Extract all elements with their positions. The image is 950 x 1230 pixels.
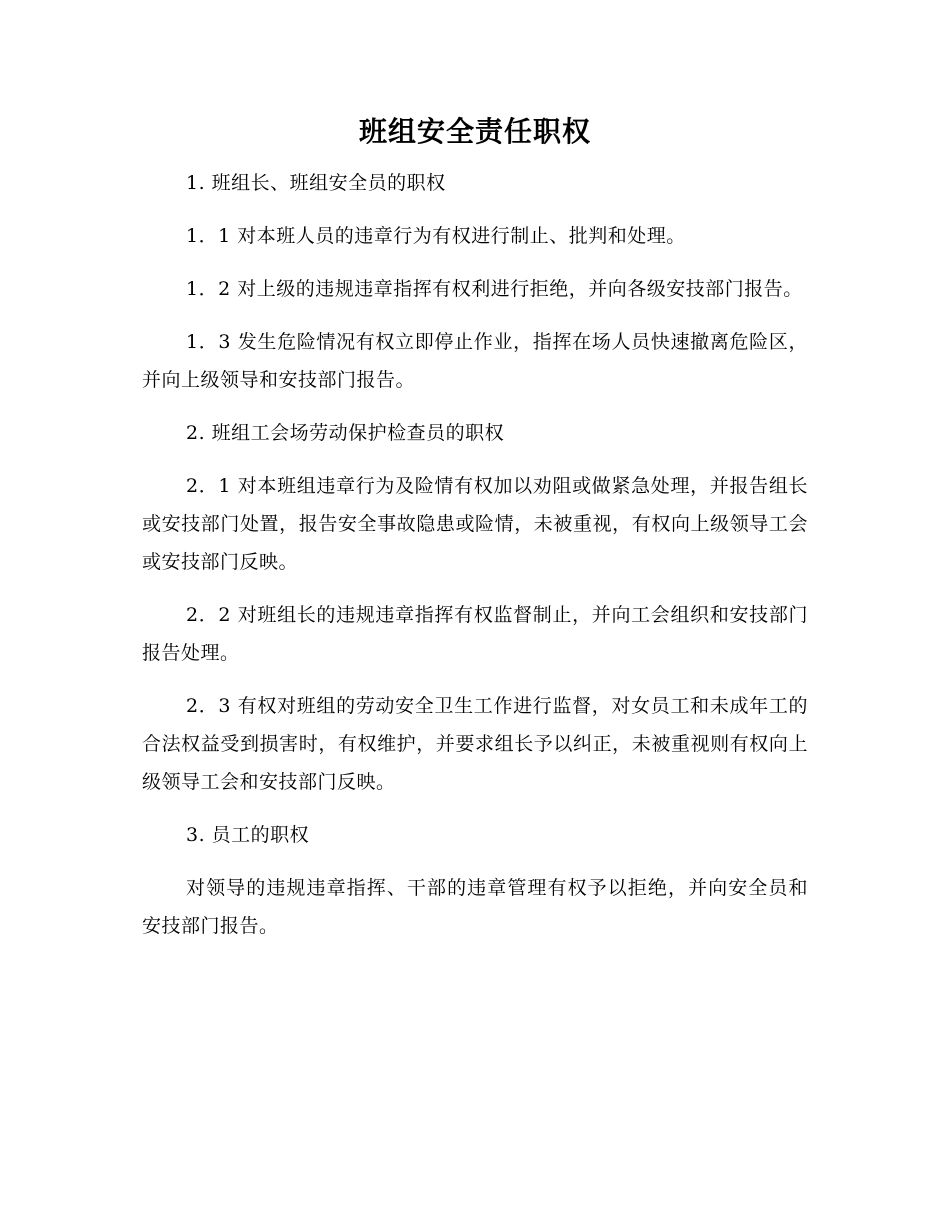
paragraph-1-1: 1．1 对本班人员的违章行为有权进行制止、批判和处理。 (186, 225, 686, 247)
paragraph-2-2: 2．2 对班组长的违规违章指挥有权监督制止，并向工会组织和安技部门报告处理。 (142, 604, 808, 664)
paragraph-3: 对领导的违规违章指挥、干部的违章管理有权予以拒绝，并向安全员和安技部门报告。 (142, 877, 808, 937)
paragraph-2-3: 2．3 有权对班组的劳动安全卫生工作进行监督，对女员工和未成年工的合法权益受到损害时，有权维护，并要求组长予以纠正，未被重视则有权向上级领导工会和安技部门反映。 (142, 695, 808, 793)
section-heading-2: 2. 班组工会场劳动保护检查员的职权 (186, 422, 505, 444)
paragraph-1-2: 1．2 对上级的违规违章指挥有权利进行拒绝，并向各级安技部门报告。 (186, 278, 803, 300)
document-title: 班组安全责任职权 (358, 115, 591, 148)
section-heading-3: 3. 员工的职权 (186, 824, 310, 846)
section-heading-1: 1. 班组长、班组安全员的职权 (186, 172, 446, 194)
document-body (142, 164, 808, 960)
paragraph-1-3: 1．3 发生危险情况有权立即停止作业，指挥在场人员快速撤离危险区，并向上级领导和安技部门报告。 (142, 331, 808, 391)
paragraph-2-1: 2．1 对本班组违章行为及险情有权加以劝阻或做紧急处理，并报告组长或安技部门处置，报告安全事故隐患或险情，未被重视，有权向上级领导工会或安技部门反映。 (142, 475, 808, 573)
